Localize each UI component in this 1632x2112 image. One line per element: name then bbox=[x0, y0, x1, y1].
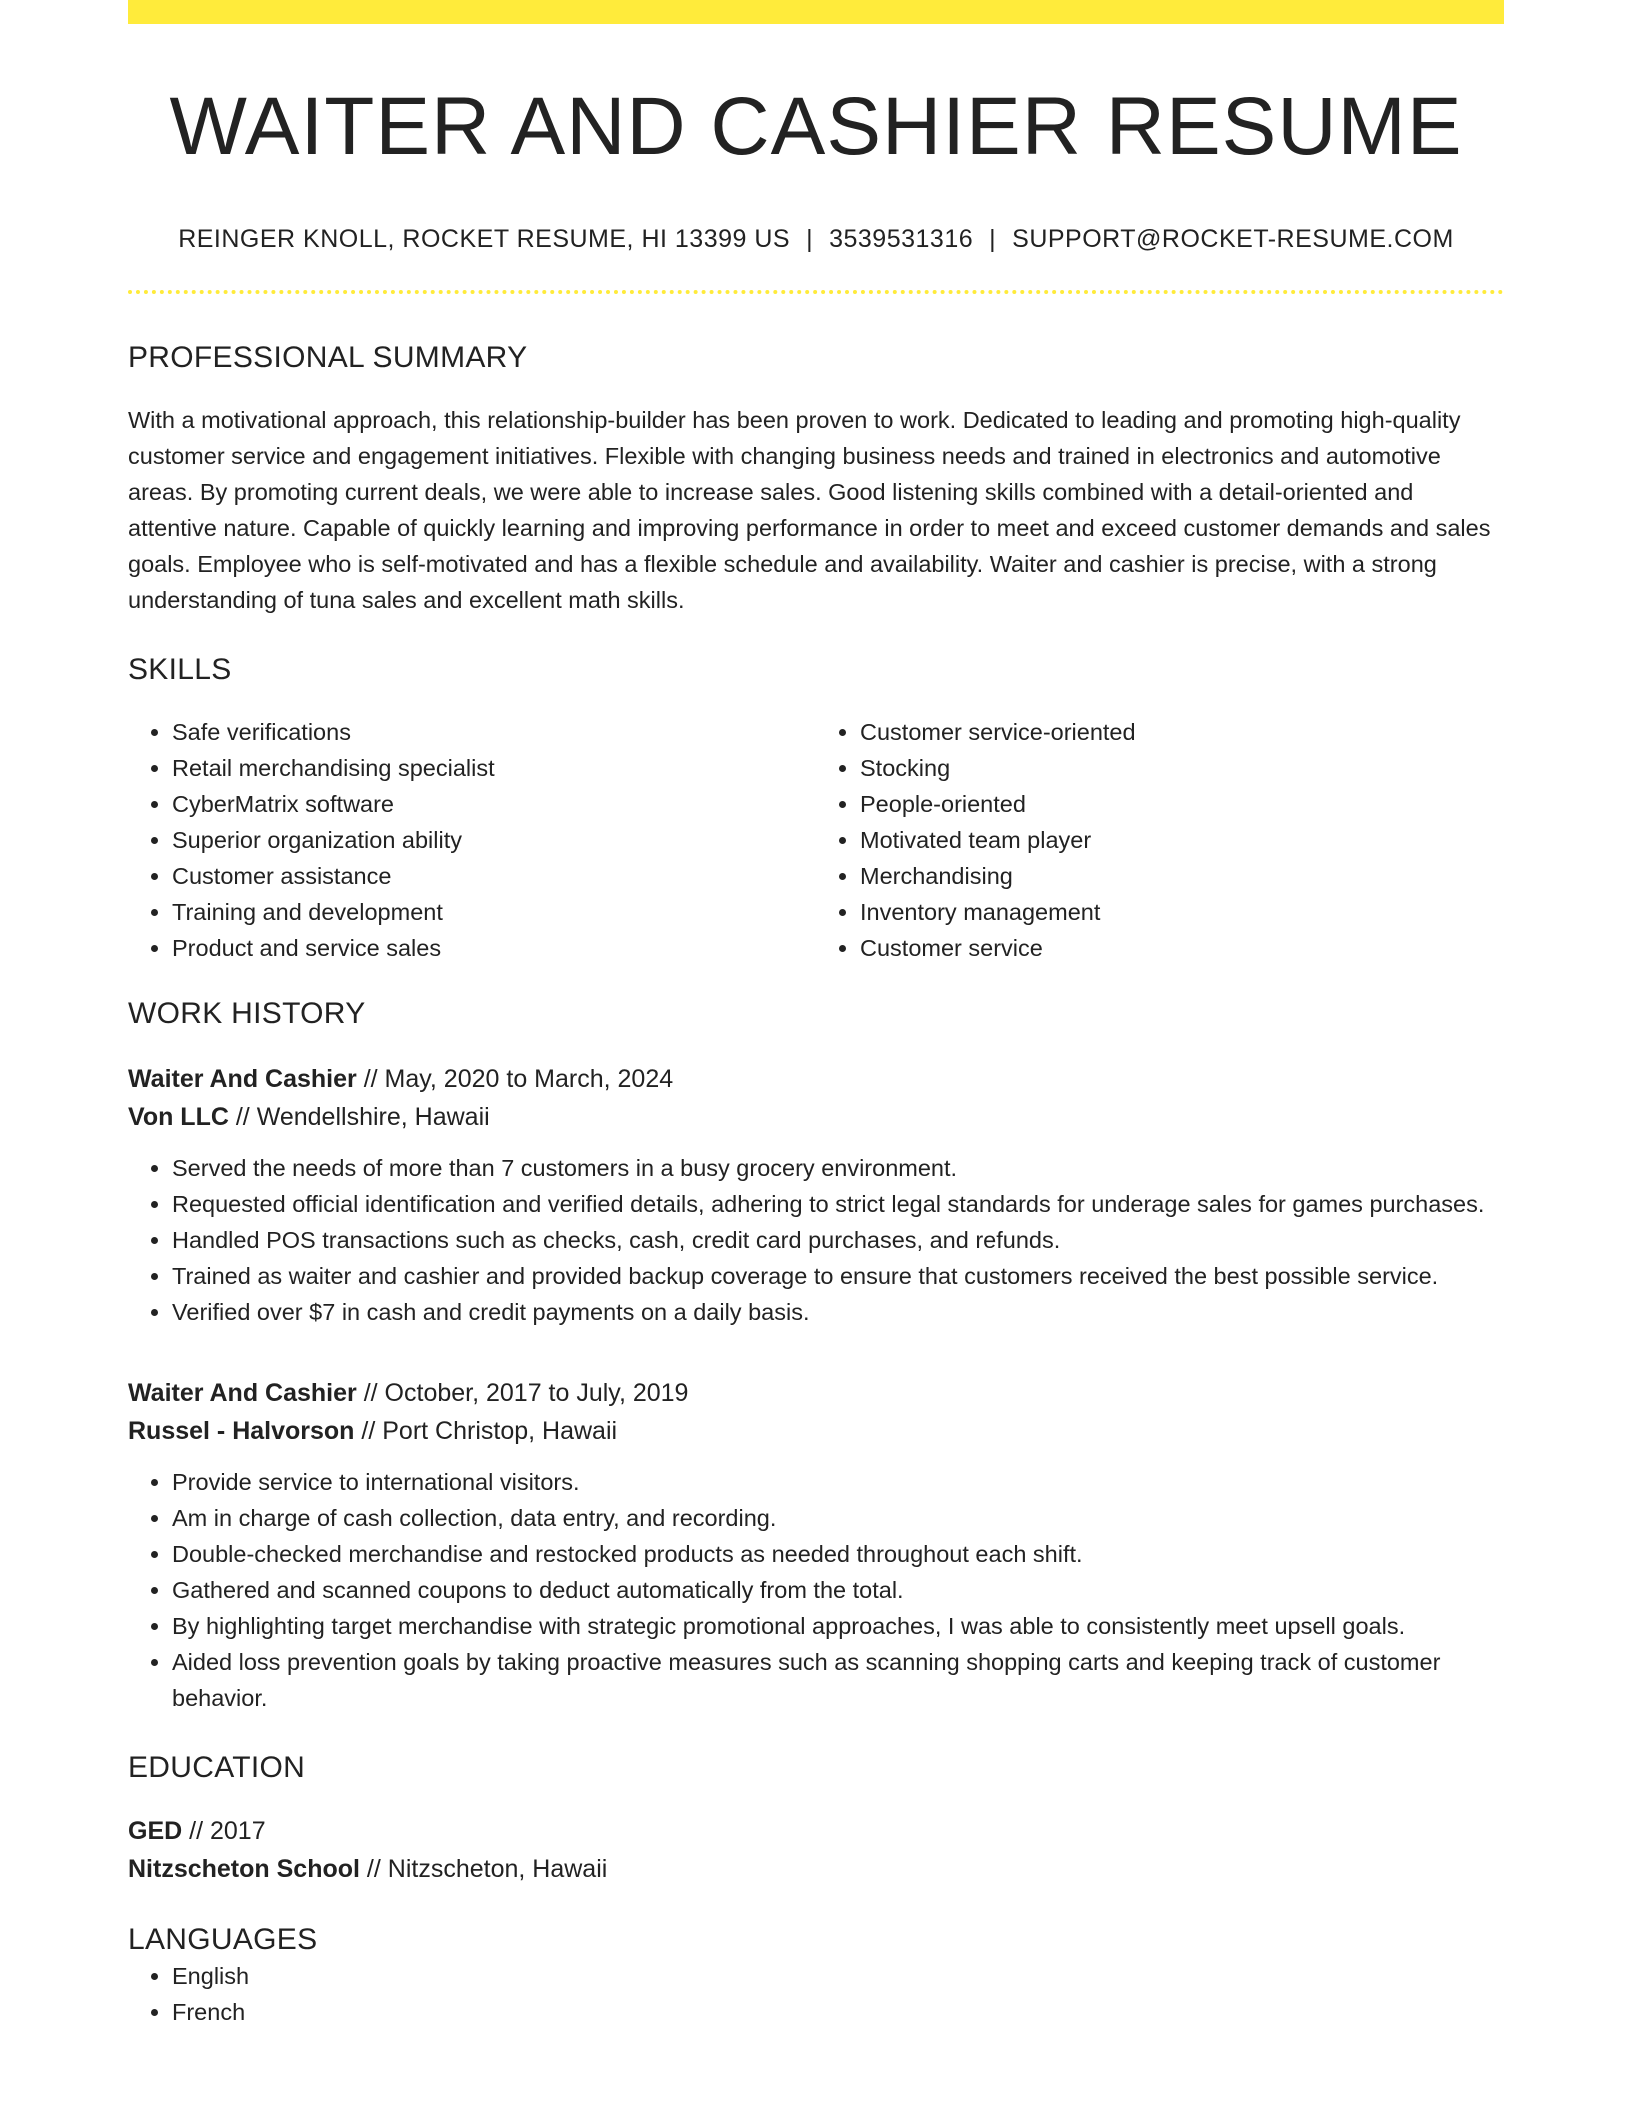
contact-phone: 3539531316 bbox=[829, 225, 974, 254]
job-divider: // bbox=[356, 1379, 385, 1408]
skills-right-column bbox=[816, 714, 1504, 966]
education-degree-line bbox=[128, 1812, 1504, 1850]
education-heading: EDUCATION bbox=[128, 1751, 306, 1785]
job-duty: • By highlighting target merchandise with strategic promotional approaches, I was able to consistently meet upsell goals. bbox=[172, 1608, 1504, 1644]
skill-item: • Customer service-oriented bbox=[860, 714, 1504, 750]
language-item: • English bbox=[172, 1958, 1504, 1994]
job-divider: // bbox=[356, 1065, 385, 1094]
job-location: Wendellshire, Hawaii bbox=[256, 1103, 490, 1132]
job-role: Waiter And Cashier bbox=[128, 1379, 357, 1408]
job-duty: • Provide service to international visitors. bbox=[172, 1464, 1504, 1500]
top-accent-bar bbox=[128, 0, 1504, 24]
resume-page bbox=[128, 0, 1504, 2030]
contact-email: SUPPORT@ROCKET-RESUME.COM bbox=[1012, 225, 1454, 254]
job-divider: // bbox=[354, 1417, 383, 1446]
skill-item: • Product and service sales bbox=[172, 930, 816, 966]
education-degree: GED bbox=[128, 1817, 183, 1846]
job-duty: • Verified over $7 in cash and credit payments on a daily basis. bbox=[172, 1294, 1504, 1330]
job-duties bbox=[128, 1464, 1504, 1716]
job-company-line bbox=[128, 1412, 1504, 1450]
contact-separator: | bbox=[806, 225, 814, 254]
job-role-line bbox=[128, 1374, 1504, 1412]
skills-left-column bbox=[128, 714, 816, 966]
job-company: Russel - Halvorson bbox=[128, 1417, 355, 1446]
job-duty: • Gathered and scanned coupons to deduct automatically from the total. bbox=[172, 1572, 1504, 1608]
language-item: • French bbox=[172, 1994, 1504, 2030]
job-duty: • Trained as waiter and cashier and provided backup coverage to ensure that customers received the best possible service. bbox=[172, 1258, 1504, 1294]
skill-item: • Retail merchandising specialist bbox=[172, 750, 816, 786]
job-divider: // bbox=[228, 1103, 257, 1132]
job-role-line bbox=[128, 1060, 1504, 1098]
education-entry bbox=[128, 1812, 1504, 1888]
job-duty: • Requested official identification and verified details, adhering to strict legal standards for underage sales for games purchases. bbox=[172, 1186, 1504, 1222]
contact-address: REINGER KNOLL, ROCKET RESUME, HI 13399 US bbox=[178, 225, 791, 254]
job-entry bbox=[128, 1060, 1504, 1330]
skill-item: • Training and development bbox=[172, 894, 816, 930]
job-company: Von LLC bbox=[128, 1103, 229, 1132]
work-history-heading: WORK HISTORY bbox=[128, 997, 366, 1031]
job-duties bbox=[128, 1150, 1504, 1330]
job-duty: • Double-checked merchandise and restocked products as needed throughout each shift. bbox=[172, 1536, 1504, 1572]
skill-item: • Safe verifications bbox=[172, 714, 816, 750]
skill-item: • People-oriented bbox=[860, 786, 1504, 822]
skill-item: • Stocking bbox=[860, 750, 1504, 786]
education-school-line bbox=[128, 1850, 1504, 1888]
education-location: Nitzscheton, Hawaii bbox=[387, 1855, 608, 1884]
skills-grid bbox=[128, 714, 1504, 966]
skills-heading: SKILLS bbox=[128, 653, 232, 687]
contact-line bbox=[128, 224, 1504, 254]
job-role: Waiter And Cashier bbox=[128, 1065, 357, 1094]
job-duty: • Am in charge of cash collection, data entry, and recording. bbox=[172, 1500, 1504, 1536]
skill-item: • Motivated team player bbox=[860, 822, 1504, 858]
dotted-divider bbox=[128, 290, 1504, 294]
summary-heading: PROFESSIONAL SUMMARY bbox=[128, 341, 528, 375]
contact-separator: | bbox=[989, 225, 997, 254]
job-dates: October, 2017 to July, 2019 bbox=[384, 1379, 689, 1408]
skill-item: • CyberMatrix software bbox=[172, 786, 816, 822]
job-entry bbox=[128, 1374, 1504, 1716]
languages-heading: LANGUAGES bbox=[128, 1923, 318, 1957]
education-divider: // bbox=[359, 1855, 388, 1884]
skill-item: • Merchandising bbox=[860, 858, 1504, 894]
languages-list bbox=[128, 1958, 1504, 2030]
job-duty: • Handled POS transactions such as checks, cash, credit card purchases, and refunds. bbox=[172, 1222, 1504, 1258]
job-dates: May, 2020 to March, 2024 bbox=[384, 1065, 674, 1094]
job-duty: • Served the needs of more than 7 customers in a busy grocery environment. bbox=[172, 1150, 1504, 1186]
skill-item: • Inventory management bbox=[860, 894, 1504, 930]
education-school: Nitzscheton School bbox=[128, 1855, 360, 1884]
education-year: 2017 bbox=[209, 1817, 266, 1846]
skill-item: • Customer assistance bbox=[172, 858, 816, 894]
skill-item: • Customer service bbox=[860, 930, 1504, 966]
education-divider: // bbox=[182, 1817, 210, 1846]
job-location: Port Christop, Hawaii bbox=[382, 1417, 618, 1446]
job-company-line bbox=[128, 1098, 1504, 1136]
job-duty: • Aided loss prevention goals by taking proactive measures such as scanning shopping carts and keeping track of customer behavior. bbox=[172, 1644, 1504, 1716]
skill-item: • Superior organization ability bbox=[172, 822, 816, 858]
resume-title: WAITER AND CASHIER RESUME bbox=[169, 81, 1463, 172]
summary-text: With a motivational approach, this relationship-builder has been proven to work. Dedicated to leading and promoting high-quality customer service and engagement initiatives. Flexible with changing business needs and trained in electronics and automotive areas. By promoting current deals, we were able to increase sales. Good listening skills combined with a detail-oriented and attentive nature. Capable of quickly learning and improving performance in order to meet and exceed customer demands and sales goals. Employee who is self-motivated and has a flexible schedule and availability. Waiter and cashier is precise, with a strong understanding of tuna sales and excellent math skills. bbox=[128, 407, 1491, 614]
